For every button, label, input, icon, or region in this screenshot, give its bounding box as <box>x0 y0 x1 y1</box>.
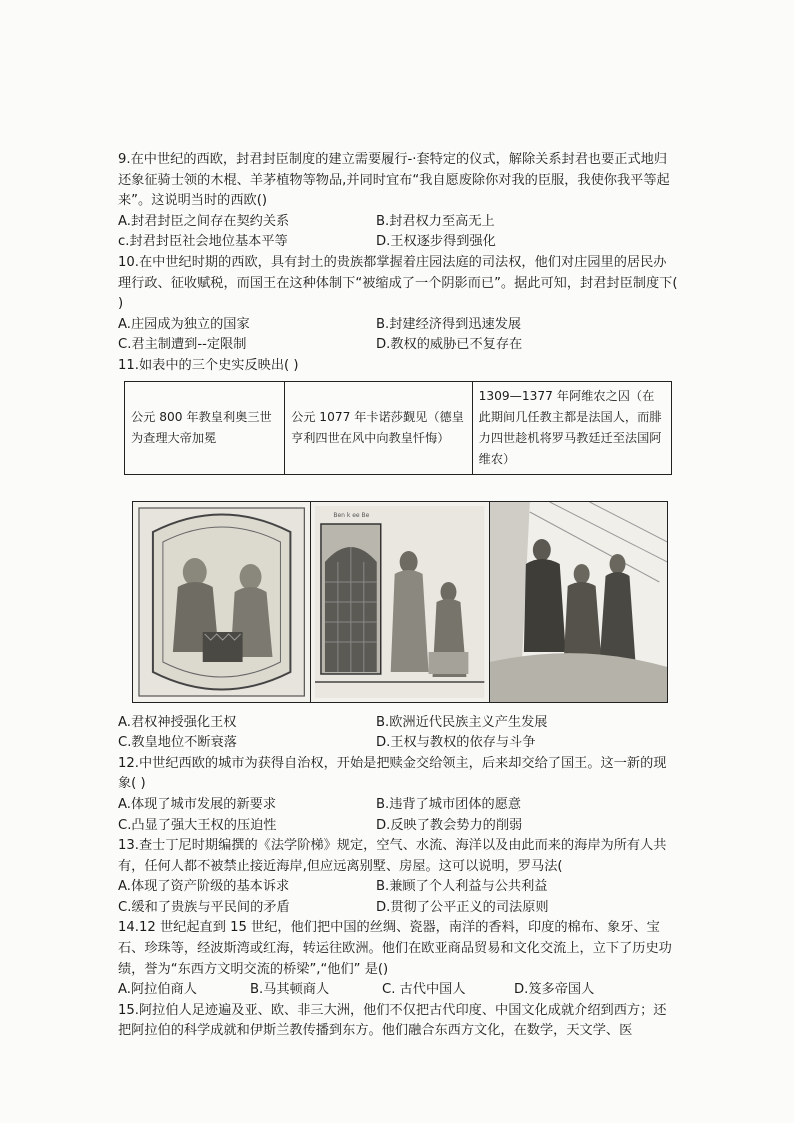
option-a[interactable]: A.庄园成为独立的国家 <box>118 316 250 332</box>
option-c[interactable]: C.教皇地位不断衰落 <box>118 735 237 751</box>
option-d[interactable]: D.王权逐步得到强化 <box>376 234 496 250</box>
option-b[interactable]: B.欧洲近代民族主义产生发展 <box>376 714 548 730</box>
option-b[interactable]: B.封建经济得到迅速发展 <box>376 316 522 332</box>
option-c[interactable]: C. 古代中国人 <box>382 982 466 998</box>
option-b[interactable]: B.兼顾了个人利益与公共利益 <box>376 879 548 895</box>
question-10-options <box>118 315 678 356</box>
question-12-options <box>118 795 678 836</box>
option-b[interactable]: B.违背了城市团体的愿意 <box>376 796 522 812</box>
avignon-illustration <box>490 502 667 702</box>
question-13-stem: 13.查士丁尼时期编撰的《法学阶梯》规定，空气、水流、海洋以及由此而来的海岸为所有人共有，任何人都不被禁止接近海岸,但应远离别墅、房屋。这可以说明，罗马法( <box>118 838 667 874</box>
question-10-stem: 10.在中世纪时期的西欧，具有封土的贵族都掌握着庄园法庭的司法权，他们对庄园里的居民办理行政、征收赋税，而国王在这种体制下“被缩成了一个阴影而已”。据此可知，封君封臣制度下( ) <box>118 254 678 312</box>
historical-images-panel <box>132 501 668 703</box>
question-12-stem: 12.中世纪西欧的城市为获得自治权，开始是把赎金交给领主，后来却交给了国王。这一新的现象( ) <box>118 755 667 792</box>
question-15-stem: 15.阿拉伯人足迹遍及亚、欧、非三大洲，他们不仅把古代印度、中国文化成就介绍到西方；还把阿拉伯的科学成就和伊斯兰教传播到东方。他们融合东西方文化，在数学，天文学、医 <box>118 1002 667 1039</box>
question-14-stem: 14.12 世纪起直到 15 世纪，他们把中国的丝绸、瓷器，南洋的香料，印度的棉布、象牙、宝石、珍珠等，经波斯湾或红海，转运往欧洲。他们在欧亚商品贸易和文化交流上，立下了历史功绩，誉为“东西方文明交流的桥梁”,“他们” 是() <box>118 920 672 977</box>
question-9-options <box>118 212 678 253</box>
question-14-options <box>118 980 678 1001</box>
option-a[interactable]: A.体现了城市发展的新要求 <box>118 796 277 812</box>
question-9-stem: 9.在中世纪的西欧，封君封臣制度的建立需要履行-·套特定的仪式，解除关系封君也要正式地归还象征骑士领的木棍、羊茅植物等物品,并同时宜布“我自愿废除你对我的臣服，我使你我平等起来”。这说明当时的西欧() <box>118 152 670 209</box>
option-c[interactable]: C.凸显了强大王权的压迫性 <box>118 817 277 833</box>
question-11-options <box>118 713 678 754</box>
fact-cell-2: 公元 1077 年卡诺莎觐见（德皇亨利四世在风中向教皇忏悔） <box>285 381 473 474</box>
fact-cell-1: 公元 800 年教皇利奥三世为查理大帝加冕 <box>125 381 285 474</box>
question-11-stem: 11.如表中的三个史实反映出( ) <box>118 357 299 373</box>
option-a[interactable]: A.体现了资产阶级的基本诉求 <box>118 879 290 895</box>
option-d[interactable]: D.反映了教会势力的削弱 <box>376 817 523 833</box>
option-d[interactable]: D.王权与教权的依存与斗争 <box>376 735 536 751</box>
option-b[interactable]: B.马其顿商人 <box>250 982 330 998</box>
exam-page <box>118 150 678 1042</box>
option-a[interactable]: A.君权神授强化王权 <box>118 714 237 730</box>
option-d[interactable]: D.贯彻了公平正义的司法原则 <box>376 899 549 915</box>
table-row <box>125 381 672 474</box>
option-c[interactable]: C.缓和了贵族与平民间的矛盾 <box>118 899 290 915</box>
option-d[interactable]: D.笈多帝国人 <box>514 982 595 998</box>
question-13-options <box>118 877 678 918</box>
option-a[interactable]: A.封君封臣之间存在契约关系 <box>118 213 290 229</box>
option-d[interactable]: D.教权的威胁已不复存在 <box>376 337 523 353</box>
facts-table <box>124 381 672 475</box>
canossa-illustration <box>311 502 489 702</box>
figure-caption: Ben k ee Be <box>333 511 370 519</box>
option-c[interactable]: c.封君封臣社会地位基本平等 <box>118 234 288 250</box>
option-b[interactable]: B.封君权力至高无上 <box>376 213 495 229</box>
option-c[interactable]: C.君主制遭到--定限制 <box>118 337 247 353</box>
fact-cell-3: 1309—1377 年阿维农之囚（在此期间几任教主都是法国人，而腓力四世趁机将罗马教廷迁至法国阿维农） <box>472 381 671 474</box>
option-a[interactable]: A.阿拉伯商人 <box>118 982 197 998</box>
coronation-illustration <box>133 502 311 702</box>
